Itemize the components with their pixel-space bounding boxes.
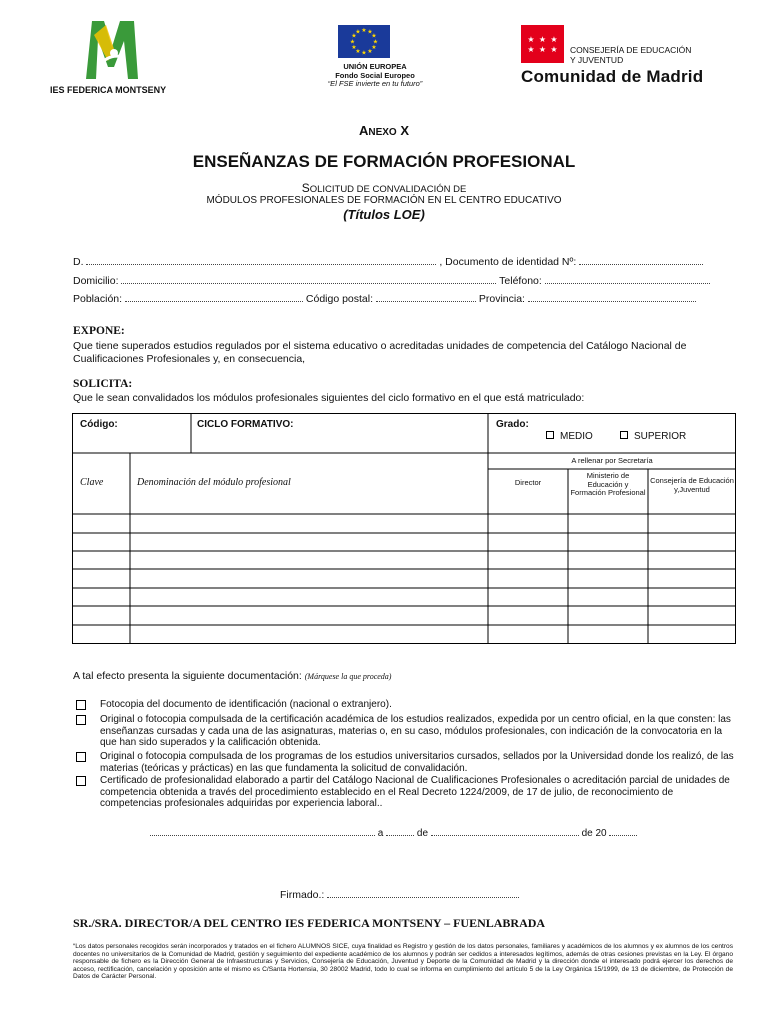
medio-option[interactable] (546, 431, 593, 442)
madrid-sub2: Y JUVENTUD (570, 55, 624, 65)
eu-line2: Fondo Social Europeo (335, 70, 415, 80)
superior-label: SUPERIOR (634, 431, 687, 442)
svg-text:★: ★ (367, 28, 373, 36)
main-title: ENSEÑANZAS DE FORMACIÓN PROFESIONAL (192, 152, 576, 171)
doc-item[interactable] (76, 714, 736, 749)
codigo-label: Código: (80, 419, 118, 430)
superior-checkbox[interactable] (620, 431, 628, 439)
expone-text: Que tiene superados estudios regulados por el sistema educativo o acreditadas unidades de competencia del Catálogo Nacional de Cualificaciones Profesionales y, en consecuencia, (73, 340, 687, 365)
annex-rest: NEXO (368, 127, 397, 138)
secretaria-label: A rellenar por Secretaría (571, 456, 653, 465)
svg-text:★: ★ (372, 38, 379, 46)
doc-item-text: Original o fotocopia compulsada de los programas de los estudios universitarios cursados, sellados por la Universidad donde los realizó, de las materias (teóricas y prácticas) en las que fundamenta la solicitud de convalidación. (100, 751, 734, 774)
svg-text:★: ★ (351, 32, 357, 40)
address-line (73, 274, 727, 287)
svg-text:★: ★ (367, 48, 373, 55)
svg-text:★: ★ (351, 44, 357, 51)
date-de: de (416, 828, 429, 839)
address-field[interactable] (121, 274, 496, 284)
solicita-heading: SOLICITA: (73, 378, 133, 390)
eu-flag (338, 25, 390, 58)
ministerio-label: Ministerio de Educación y Formación Profesional (570, 471, 646, 497)
modules-table (72, 413, 736, 644)
doc-item[interactable] (76, 751, 736, 774)
subtitle-3: (Títulos LOE) (343, 207, 425, 222)
town-line (73, 292, 727, 305)
eu-line3: “El FSE invierte en tu futuro” (327, 79, 423, 88)
doc-item[interactable] (76, 699, 736, 711)
svg-text:★: ★ (355, 28, 361, 36)
svg-text:★: ★ (538, 45, 547, 54)
phone-label: Teléfono: (499, 275, 542, 287)
day-field[interactable] (386, 826, 414, 836)
director-label: Director (514, 478, 542, 487)
school-logo (84, 17, 140, 81)
annex-first: A (358, 123, 369, 138)
svg-text:★: ★ (371, 32, 377, 40)
documentation-note: (Márquese la que proceda) (304, 672, 392, 681)
svg-text:★: ★ (361, 27, 367, 34)
month-field[interactable] (431, 826, 579, 836)
doc-item-text: Original o fotocopia compulsada de la certificación académica de los estudios realizados, expedida por un centro oficial, en la que consten: las enseñanzas cursadas y cada una de las asignaturas, materias o, en su caso, módulos profesionales, con indicación de la convocatoria en la que han sido superados y la calificación obtenida. (100, 714, 731, 748)
table-grid (72, 413, 736, 644)
clave-label: Clave (80, 477, 104, 488)
madrid-flag (521, 25, 564, 63)
id-label: , Documento de identidad Nº: (439, 256, 577, 268)
sub1-first: S (301, 181, 310, 195)
date-de20: de 20 (581, 828, 607, 839)
subtitle-1 (0, 181, 768, 195)
doc-item-text: Fotocopia del documento de identificación (nacional o extranjero). (100, 699, 392, 710)
denominacion-label: Denominación del módulo profesional (137, 477, 291, 488)
svg-text:★: ★ (527, 35, 535, 44)
doc-checkbox[interactable] (76, 700, 86, 710)
annex-num: X (400, 123, 410, 138)
eu-caption (300, 63, 450, 89)
firmado-label: Firmado.: (280, 889, 325, 901)
madrid-department (570, 45, 691, 65)
postal-label: Código postal: (305, 293, 374, 305)
svg-text:★: ★ (371, 44, 377, 51)
subtitle-2: MÓDULOS PROFESIONALES DE FORMACIÓN EN EL CENTRO EDUCATIVO (206, 195, 562, 206)
doc-checkbox[interactable] (76, 752, 86, 762)
svg-text:★: ★ (538, 35, 547, 44)
town-label: Población: (73, 293, 123, 305)
documentation-intro (73, 670, 391, 682)
medio-checkbox[interactable] (546, 431, 554, 439)
ciclo-label: CICLO FORMATIVO: (197, 419, 294, 430)
province-label: Provincia: (478, 293, 525, 305)
id-field[interactable] (579, 255, 703, 265)
svg-text:★: ★ (361, 49, 367, 57)
firmado-line (280, 888, 519, 901)
consejeria-label: Consejería de Educación y,Juventud (650, 476, 734, 494)
medio-label: MEDIO (560, 431, 593, 442)
expone-heading: EXPONE: (73, 325, 125, 337)
address-label: Domicilio: (73, 275, 119, 287)
svg-text:★: ★ (349, 38, 356, 46)
superior-option[interactable] (620, 431, 686, 442)
documentation-intro-text: A tal efecto presenta la siguiente documentación: (73, 670, 302, 682)
school-name: IES FEDERICA MONTSENY (50, 85, 167, 95)
place-field[interactable] (150, 826, 375, 836)
eu-line1: UNIÓN EUROPEA (343, 62, 407, 71)
postal-field[interactable] (376, 292, 476, 302)
phone-field[interactable] (545, 274, 710, 284)
madrid-name: Comunidad de Madrid (521, 67, 704, 86)
data-protection-footer: “Los datos personales recogidos serán incorporados y tratados en el fichero ALUMNOS SICE, cuya finalidad es Registro y gestión de los datos personales, familiares y académicos de los alumnos y ex alumnos de los centros docentes no universitarios de la Comunidad de Madrid, gestión y seguimiento del expediente académico de los alumnos y podrán ser cedidos a interesados legítimos, además de otras cesiones previstas en la Ley. El órgano responsable de fichero es la Dirección General de Infraestructuras y Servicios, Consejería de Educación, Juventud y Deporte de la Comunidad de Madrid y la dirección donde el interesado podrá ejercer los derechos de acceso, rectificación, cancelación y oposición ante el mismo es C/Santa Hortensia, 30 28002 Madrid, todo lo cual se informa en cumplimiento del artículo 5 de la Ley Orgánica 15/1999, de 13 de diciembre, de Protección de Datos de Carácter Personal. (73, 943, 733, 981)
name-field[interactable] (86, 255, 436, 265)
recipient: SR./SRA. DIRECTOR/A DEL CENTRO IES FEDERICA MONTSENY – FUENLABRADA (73, 916, 546, 930)
doc-checkbox[interactable] (76, 715, 86, 725)
annex-title (0, 123, 768, 138)
doc-item-text: Certificado de profesionalidad elaborado a partir del Catálogo Nacional de Cualificaciones Profesionales o acreditación parcial de unidades de competencia obtenida a través del procedimiento establecido en el Real Decreto 1224/2009, de 17 de julio, de reconocimiento de competencias profesionales adquiridas por experiencia laboral.. (100, 775, 730, 809)
grado-label: Grado: (496, 419, 529, 430)
year-field[interactable] (609, 826, 637, 836)
date-a: a (377, 828, 384, 839)
sub1-rest: OLICITUD DE CONVALIDACIÓN DE (309, 184, 467, 195)
doc-checkbox[interactable] (76, 776, 86, 786)
province-field[interactable] (528, 292, 696, 302)
name-label: D. (73, 256, 84, 268)
madrid-sub1: CONSEJERÍA DE EDUCACIÓN (570, 45, 692, 55)
svg-text:★: ★ (527, 45, 535, 54)
svg-text:★: ★ (550, 35, 558, 44)
town-field[interactable] (125, 292, 303, 302)
signature-field[interactable] (327, 888, 519, 898)
svg-text:★: ★ (355, 48, 361, 55)
name-line (73, 255, 727, 268)
doc-item[interactable] (76, 775, 736, 810)
svg-text:★: ★ (550, 45, 558, 54)
date-line (150, 826, 637, 839)
solicita-text: Que le sean convalidados los módulos profesionales siguientes del ciclo formativo en el que está matriculado: (73, 392, 585, 404)
